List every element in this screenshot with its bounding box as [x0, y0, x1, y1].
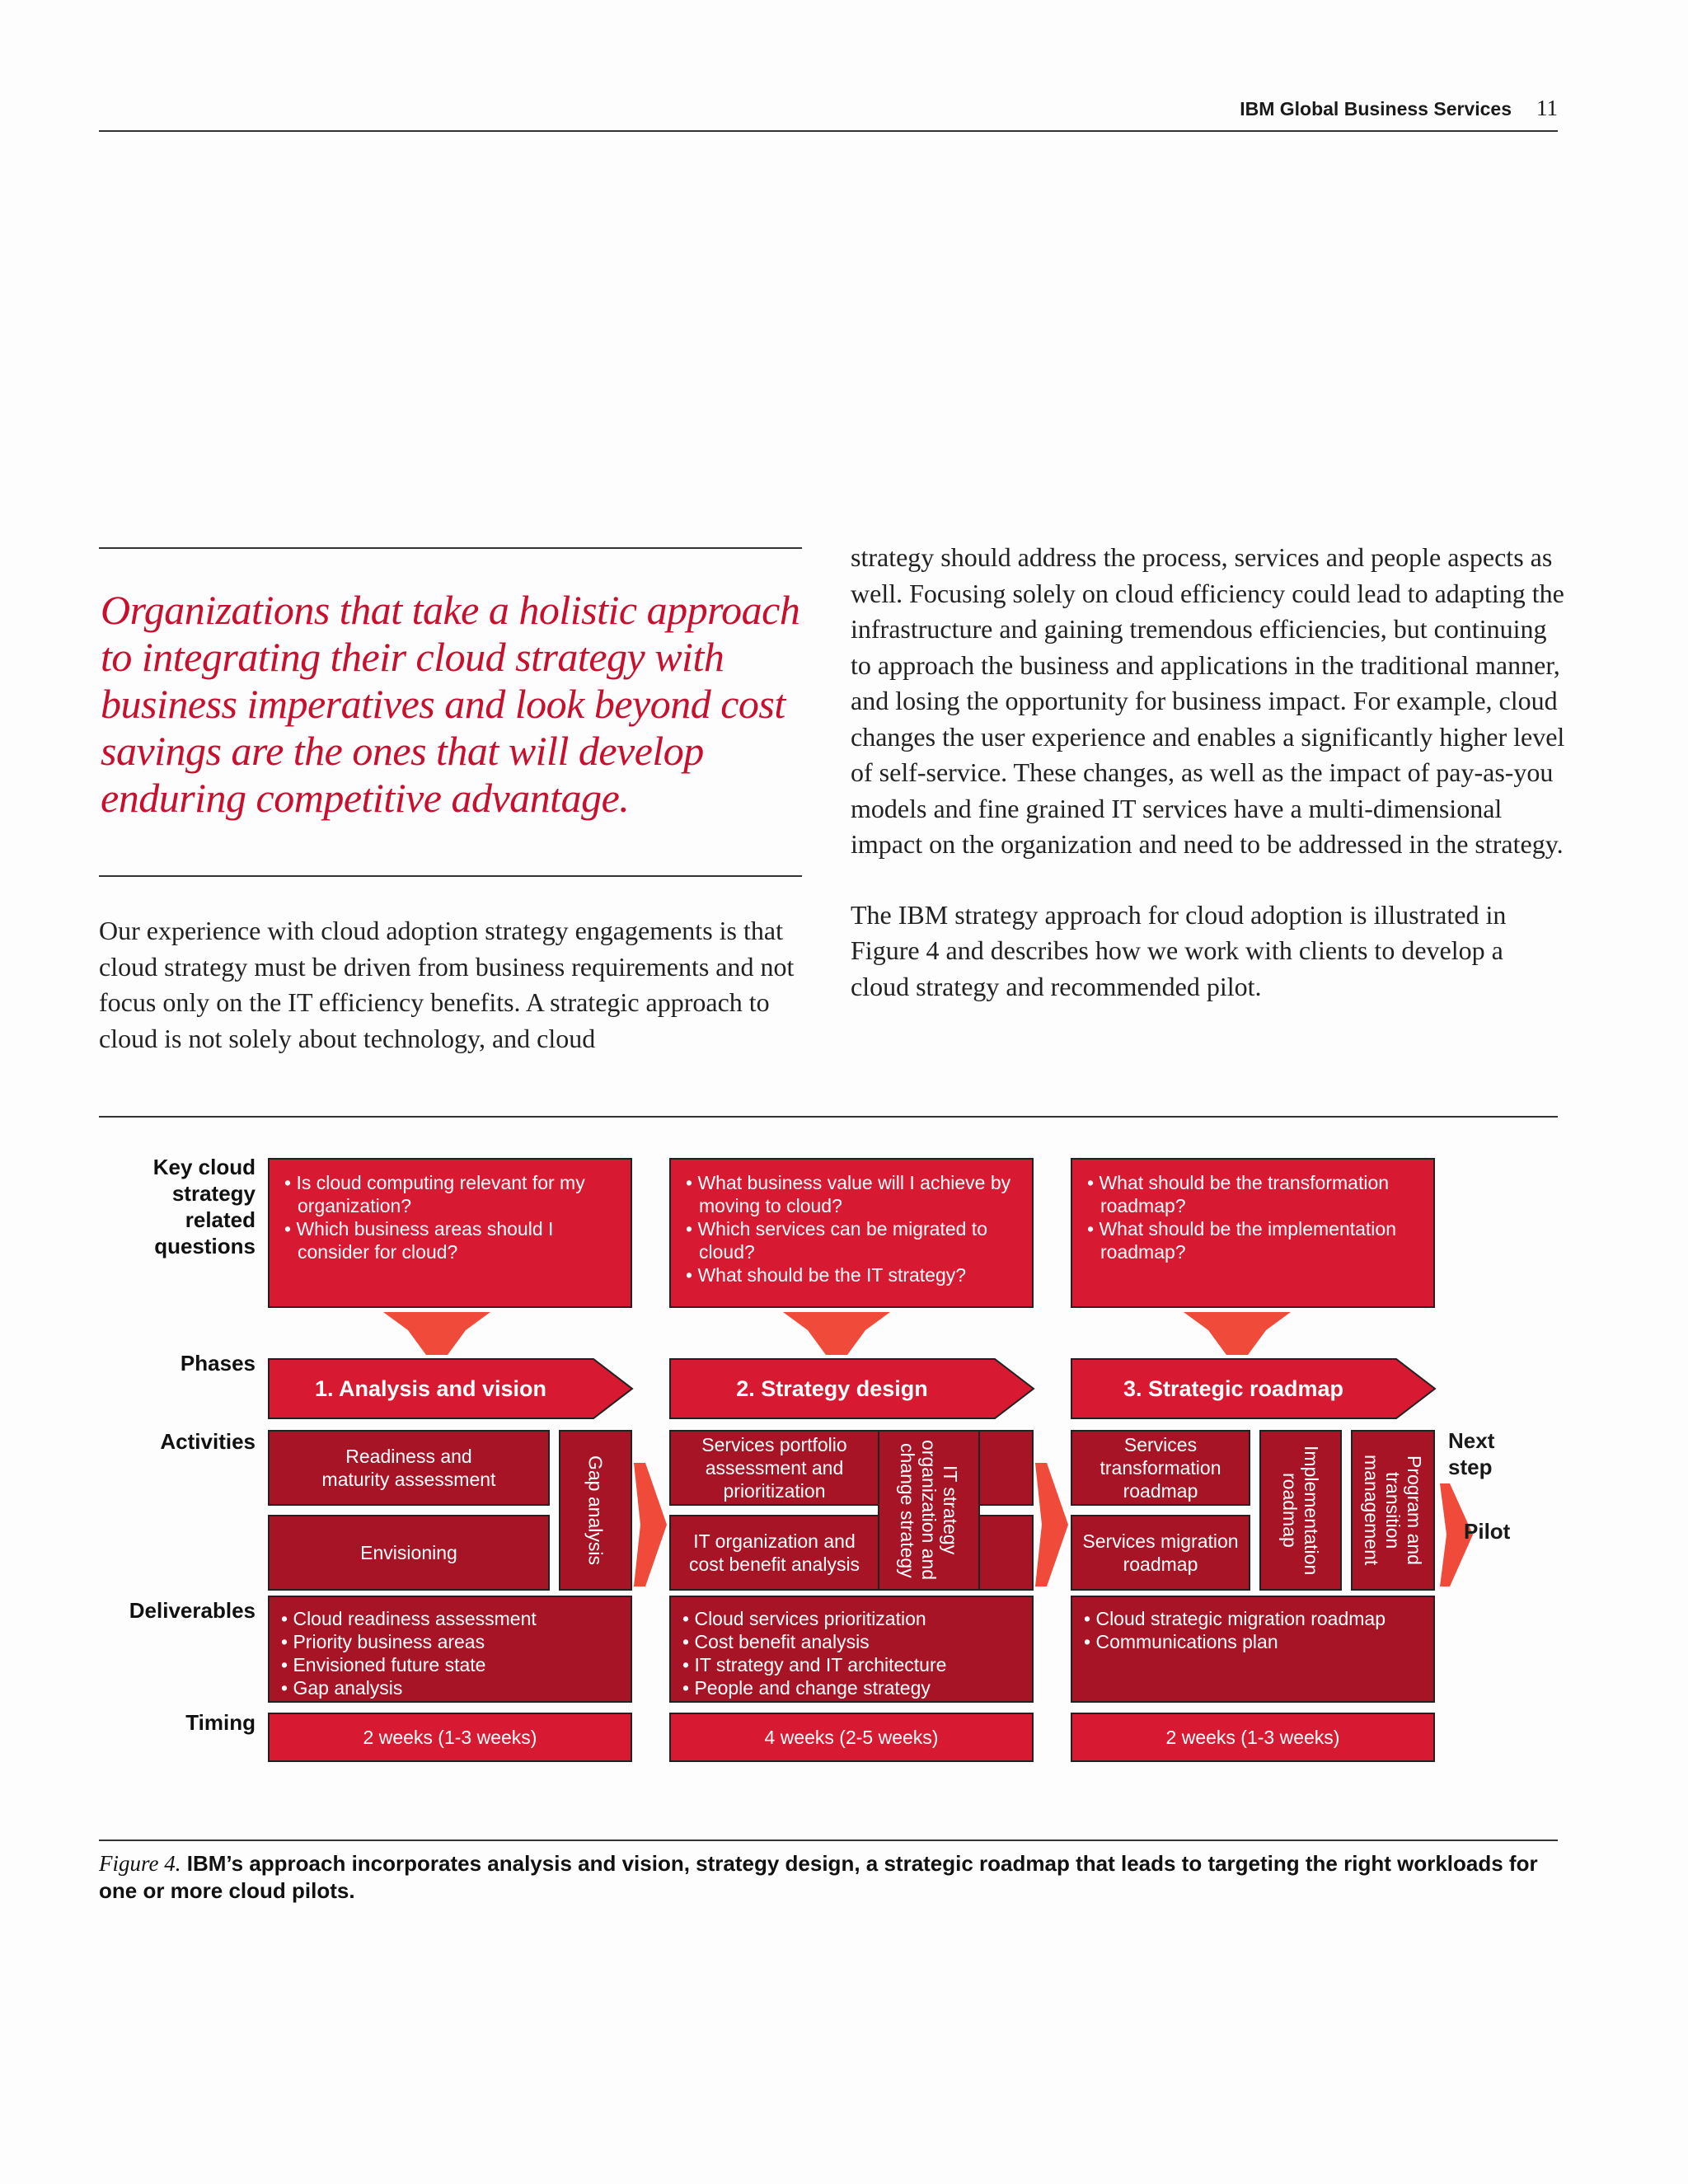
- label-line: related: [185, 1207, 256, 1232]
- timing-phase-3: 2 weeks (1-3 weeks): [1071, 1713, 1435, 1762]
- deliverable-item: • People and change strategy: [682, 1677, 931, 1699]
- next-step-label: Next step: [1448, 1428, 1495, 1479]
- page-header: [1240, 96, 1558, 121]
- activity-gap-analysis: Gap analysis: [559, 1430, 632, 1591]
- activity-portfolio: Services portfolio assessment and prioritization: [669, 1430, 879, 1506]
- question-item: • Is cloud computing relevant for my organization?: [284, 1172, 585, 1216]
- label-activities: Activities: [160, 1429, 256, 1454]
- question-item: • What should be the implementation roadmap?: [1087, 1218, 1396, 1263]
- label-questions: [153, 1154, 256, 1259]
- body-column-1: Our experience with cloud adoption strategy engagements is that cloud strategy must be driven from business requirements and not focus only on the IT efficiency benefits. A strategic approach to cloud is not solely about technology, and cloud: [99, 916, 795, 1053]
- activity-it-org-cost: IT organization and cost benefit analysis: [669, 1515, 879, 1591]
- timing-phase-1: 2 weeks (1-3 weeks): [268, 1713, 632, 1762]
- activity-migration: Services migration roadmap: [1071, 1515, 1250, 1591]
- down-arrow-icon: [1184, 1312, 1291, 1355]
- body-column-2: [851, 540, 1568, 1005]
- deliverable-item: • Priority business areas: [281, 1631, 485, 1652]
- activity-readiness: Readiness and maturity assessment: [268, 1430, 550, 1506]
- activity-spacer: [978, 1430, 1034, 1506]
- quote-top-rule: [99, 547, 802, 549]
- body-paragraph: strategy should address the process, services and people aspects as well. Focusing solely on cloud efficiency could lead to adapting the infrastructure and gaining tremendous efficiencies, but continuing to approach the business and applications in the traditional manner, and losing the opportunity for business impact. For example, cloud changes the user experience and enables a significantly higher level of self-service. These changes, as well as the impact of pay-as-you models and fine grained IT services have a multi-dimensional impact on the organization and need to be addressed in the strategy.: [851, 542, 1565, 859]
- phase-1: [268, 1358, 634, 1419]
- deliverable-item: • IT strategy and IT architecture: [682, 1654, 947, 1675]
- figure-bottom-rule: [99, 1840, 1558, 1841]
- right-arrow-icon: [1035, 1463, 1068, 1586]
- deliverable-item: • Envisioned future state: [281, 1654, 486, 1675]
- deliverable-item: • Cloud readiness assessment: [281, 1608, 537, 1629]
- label-line: Key cloud: [152, 1155, 256, 1179]
- question-item: • Which business areas should I consider for cloud?: [284, 1218, 554, 1263]
- phase-label: 2. Strategy design: [736, 1376, 928, 1401]
- label-phases: Phases: [180, 1351, 256, 1376]
- question-item: • What should be the transformation roadmap?: [1087, 1172, 1390, 1216]
- figure-top-rule: [99, 1116, 1558, 1118]
- activity-envisioning: Envisioning: [268, 1515, 550, 1591]
- page-number: 11: [1536, 96, 1558, 120]
- figure-caption: [99, 1850, 1566, 1905]
- activity-implementation: Implementation roadmap: [1259, 1430, 1342, 1591]
- pilot-label: Pilot: [1464, 1519, 1511, 1544]
- phase-3: [1071, 1358, 1437, 1419]
- questions-phase-3: [1071, 1158, 1435, 1308]
- down-arrow-icon: [783, 1312, 890, 1355]
- header-brand: IBM Global Business Services: [1240, 98, 1512, 120]
- caption-text: IBM’s approach incorporates analysis and vision, strategy design, a strategic roadmap that leads to targeting the right workloads for one or more cloud pilots.: [99, 1851, 1538, 1903]
- label-line: strategy: [171, 1181, 256, 1206]
- question-item: • What should be the IT strategy?: [686, 1264, 967, 1286]
- right-arrow-icon: [634, 1463, 667, 1586]
- label-timing: Timing: [185, 1710, 256, 1735]
- deliverable-item: • Cloud strategic migration roadmap: [1084, 1608, 1386, 1629]
- phase-label: 3. Strategic roadmap: [1123, 1376, 1344, 1401]
- quote-bottom-rule: [99, 875, 802, 877]
- deliverable-item: • Cost benefit analysis: [682, 1631, 870, 1652]
- pull-quote: Organizations that take a holistic approach to integrating their cloud strategy with business imperatives and look beyond cost savings are the ones that will develop enduring competitive advantage.: [101, 587, 800, 821]
- questions-phase-2: [669, 1158, 1034, 1308]
- deliverable-item: • Gap analysis: [281, 1677, 403, 1699]
- activity-spacer: [978, 1515, 1034, 1591]
- figure-label: Figure 4.: [99, 1851, 181, 1876]
- activity-program: Program and transition management: [1351, 1430, 1435, 1591]
- body-paragraph: The IBM strategy approach for cloud adoption is illustrated in Figure 4 and describes how we work with clients to develop a cloud strategy and recommended pilot.: [851, 899, 1507, 1001]
- header-rule: [99, 130, 1558, 132]
- timing-phase-2: 4 weeks (2-5 weeks): [669, 1713, 1034, 1762]
- question-item: • What business value will I achieve by moving to cloud?: [686, 1172, 1011, 1216]
- deliverables-phase-3: [1071, 1596, 1435, 1703]
- deliverables-phase-2: [669, 1596, 1034, 1703]
- questions-phase-1: [268, 1158, 632, 1308]
- label-deliverables: Deliverables: [129, 1598, 256, 1623]
- activity-transformation: Services transformation roadmap: [1071, 1430, 1250, 1506]
- down-arrow-icon: [383, 1312, 490, 1355]
- deliverables-phase-1: [268, 1596, 632, 1703]
- phase-label: 1. Analysis and vision: [314, 1376, 547, 1401]
- deliverable-item: • Cloud services prioritization: [682, 1608, 926, 1629]
- deliverable-item: • Communications plan: [1084, 1631, 1278, 1652]
- question-item: • Which services can be migrated to cloud?: [686, 1218, 987, 1263]
- phase-2: [669, 1358, 1035, 1419]
- label-line: questions: [154, 1234, 256, 1258]
- activity-org-change: IT strategy organization and change strategy: [878, 1430, 980, 1591]
